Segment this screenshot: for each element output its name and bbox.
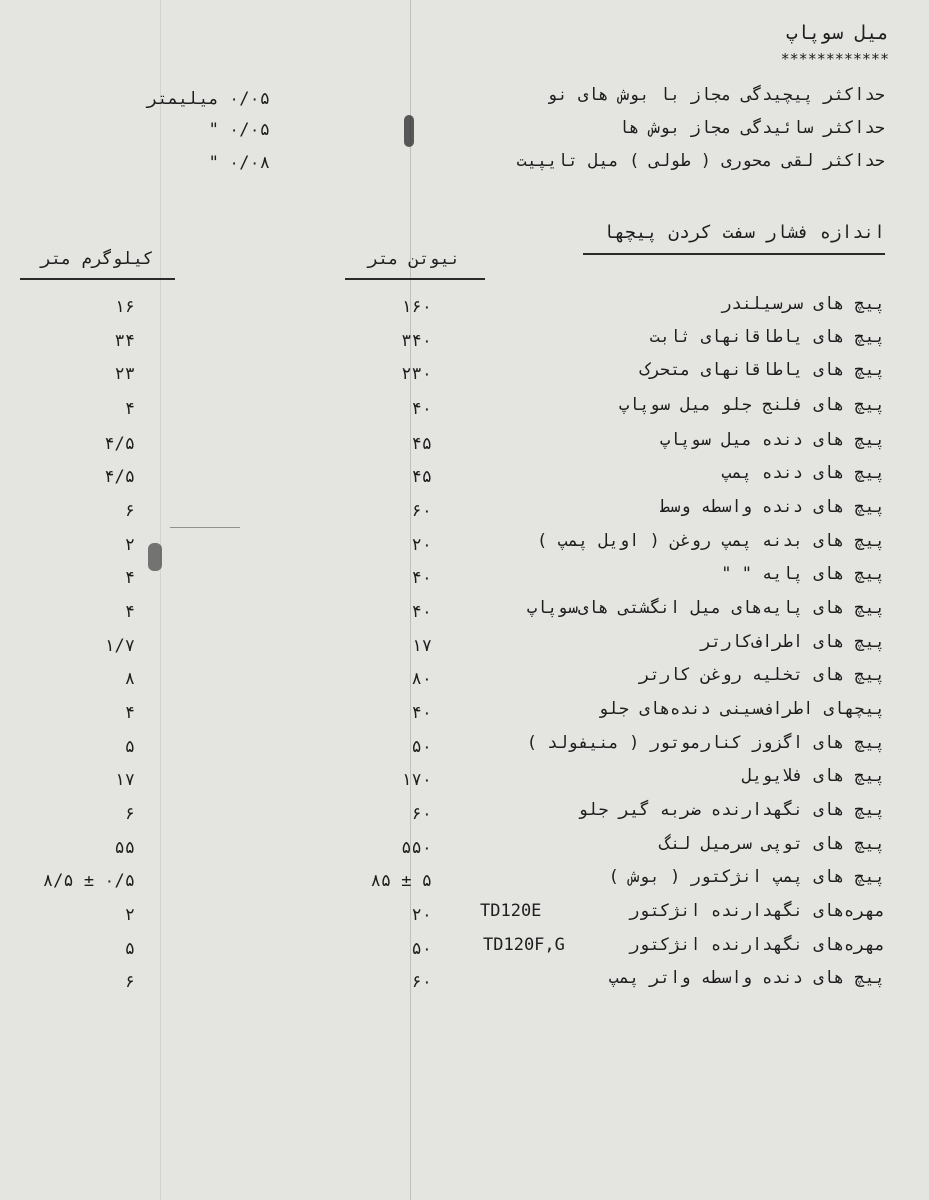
row-label: پیچ های دنده میل سوپاپ <box>659 430 885 450</box>
row-label: پیچ های یاطاقانهای متحرک <box>639 360 885 380</box>
row-newton-value: ۶۰ <box>411 972 432 992</box>
row-newton-value: ۵۵۰ <box>401 838 432 858</box>
row-newton-value: ۸۰ <box>411 669 432 689</box>
spec-label-1: حداکثر پیچیدگی مجاز با بوش های نو <box>547 85 885 105</box>
row-kilogram-value: ۲۳ <box>114 364 135 384</box>
column-header-kilogram-meter: کیلوگرم متر <box>40 249 154 269</box>
row-kilogram-value: ۶ <box>124 501 135 521</box>
section-title: میل سوپاپ <box>786 22 889 44</box>
row-newton-value: ۴۰ <box>411 703 432 723</box>
row-label: مهره‌های نگهدارنده انژکتور <box>629 901 885 921</box>
row-newton-value: ۱۶۰ <box>401 297 432 317</box>
spec-label-3: حداکثر لقی محوری ( طولی ) میل تایپیت <box>516 151 885 171</box>
row-kilogram-value: ۶ <box>124 972 135 992</box>
row-newton-value: ۶۰ <box>411 804 432 824</box>
row-kilogram-value: ۶ <box>124 804 135 824</box>
torque-heading: اندازه فشار سفت کردن پیچها <box>603 222 885 243</box>
row-kilogram-value: ۸ <box>124 669 135 689</box>
row-newton-value: ۸۵ ± ۵ <box>370 871 432 891</box>
row-label: پیچ های اگزوز کنارموتور ( منیفولد ) <box>526 733 885 753</box>
newton-header-rule <box>345 278 485 280</box>
row-label: پیچ های فلنج جلو میل سوپاپ <box>618 395 885 415</box>
row-label: مهره‌های نگهدارنده انژکتور <box>629 935 885 955</box>
row-label: پیچ های اطراف‌کارتر <box>700 632 885 652</box>
row-newton-value: ۲۰ <box>411 905 432 925</box>
row-kilogram-value: ۵ <box>124 737 135 757</box>
row-kilogram-value: ۱۶ <box>114 297 135 317</box>
row-kilogram-value: ۴ <box>124 399 135 419</box>
row-label: پیچ های تخلیه روغن کارتر <box>639 665 885 685</box>
scan-streak <box>170 527 240 528</box>
row-kilogram-value: ۴ <box>124 568 135 588</box>
row-kilogram-value: ۲ <box>124 535 135 555</box>
row-kilogram-value: ۴/۵ <box>104 434 135 454</box>
row-label: پیچ های سرسیلندر <box>721 294 885 314</box>
row-label: پیچ های پایه‌های میل انگشتی های‌سوپاپ <box>526 598 885 618</box>
row-newton-value: ۴۵ <box>411 434 432 454</box>
scan-smudge-2 <box>148 543 162 571</box>
row-kilogram-value: ۵ <box>124 939 135 959</box>
row-kilogram-value: ۲ <box>124 905 135 925</box>
spec-label-2: حداکثر سائیدگی مجاز بوش ها <box>618 118 885 138</box>
row-label: پیچ های دنده واسطه واتر پمپ <box>608 968 885 988</box>
row-kilogram-value: ۱/۷ <box>104 636 135 656</box>
row-newton-value: ۵۰ <box>411 737 432 757</box>
title-underline-stars: ************ <box>780 50 889 68</box>
row-label: پیچ های یاطاقانهای ثابت <box>649 327 885 347</box>
row-kilogram-value: ۴ <box>124 703 135 723</box>
row-label: پیچ های پمپ انژکتور ( بوش ) <box>608 867 885 887</box>
row-kilogram-value: ۸/۵ ± ۰/۵ <box>42 871 135 891</box>
row-label: پیچ های فلایویل <box>741 766 885 786</box>
torque-heading-underline <box>583 253 885 255</box>
row-label: پیچ های دنده واسطه وسط <box>659 497 885 517</box>
row-newton-value: ۴۰ <box>411 568 432 588</box>
row-newton-value: ۳۴۰ <box>401 331 432 351</box>
row-label: پیچ های توپی سرمیل لنگ <box>659 834 885 854</box>
row-newton-value: ۴۰ <box>411 602 432 622</box>
row-newton-value: ۱۷ <box>411 636 432 656</box>
row-model-code: TD120F,G <box>483 935 565 955</box>
row-newton-value: ۲۰ <box>411 535 432 555</box>
row-kilogram-value: ۵۵ <box>114 838 135 858</box>
kilogram-header-rule <box>20 278 175 280</box>
row-label: پیچ های بدنه پمپ روغن ( اویل پمپ ) <box>537 531 885 551</box>
row-kilogram-value: ۴/۵ <box>104 467 135 487</box>
row-newton-value: ۲۳۰ <box>401 364 432 384</box>
row-newton-value: ۴۰ <box>411 399 432 419</box>
spec-value-2: ۰/۰۵ " <box>208 120 270 140</box>
row-kilogram-value: ۴ <box>124 602 135 622</box>
row-label: پیچ های دنده پمپ <box>721 463 885 483</box>
scan-fold-line <box>410 0 411 1200</box>
spec-value-3: ۰/۰۸ " <box>208 153 270 173</box>
row-newton-value: ۴۵ <box>411 467 432 487</box>
row-label: پیچهای اطراف‌سینی دنده‌های جلو <box>598 699 885 719</box>
row-newton-value: ۶۰ <box>411 501 432 521</box>
scan-smudge <box>404 115 414 147</box>
row-newton-value: ۱۷۰ <box>401 770 432 790</box>
row-label: پیچ های پایه " " <box>721 564 885 584</box>
row-kilogram-value: ۳۴ <box>114 331 135 351</box>
spec-value-1: ۰/۰۵ میلیمتر <box>147 89 270 109</box>
row-model-code: TD120E <box>480 901 542 921</box>
row-label: پیچ های نگهدارنده ضربه گیر جلو <box>577 800 885 820</box>
column-header-newton-meter: نیوتن متر <box>367 249 461 269</box>
row-kilogram-value: ۱۷ <box>114 770 135 790</box>
scan-fold-line-2 <box>160 0 161 1200</box>
row-newton-value: ۵۰ <box>411 939 432 959</box>
